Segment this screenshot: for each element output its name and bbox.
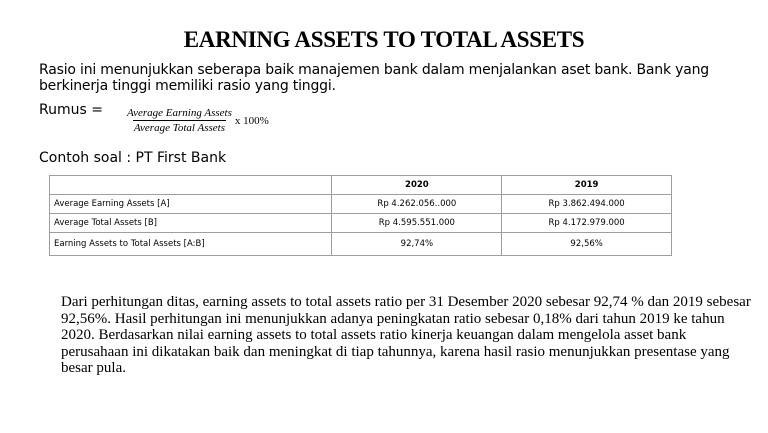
cell-value-2020: Rp 4.262.056..000 (332, 195, 502, 214)
row-label: Earning Assets to Total Assets [A:B] (50, 233, 332, 256)
cell-value-2020: Rp 4.595.551.000 (332, 214, 502, 233)
table-row (50, 214, 672, 233)
formula-numerator: Average Earning Assets (127, 107, 232, 119)
intro-paragraph: Rasio ini menunjukkan seberapa baik manajemen bank dalam menjalankan aset bank. Bank yang berkinerja tinggi memiliki rasio yang tinggi. (39, 62, 709, 94)
formula-multiplier: x 100% (234, 114, 269, 127)
ratio-table (49, 175, 672, 256)
table-row (50, 195, 672, 214)
cell-value-2019: 92,56% (502, 233, 672, 256)
formula-fraction (126, 107, 233, 134)
header-cell-2020: 2020 (332, 176, 502, 195)
table-header-row (50, 176, 672, 195)
table-row-total (50, 233, 672, 256)
page-title: EARNING ASSETS TO TOTAL ASSETS (183, 27, 585, 52)
header-cell-empty (50, 176, 332, 195)
formula (126, 107, 269, 134)
cell-value-2019: Rp 3.862.494.000 (502, 195, 672, 214)
row-label: Average Total Assets [B] (50, 214, 332, 233)
row-label: Average Earning Assets [A] (50, 195, 332, 214)
cell-value-2020: 92,74% (332, 233, 502, 256)
conclusion-paragraph: Dari perhitungan ditas, earning assets to total assets ratio per 31 Desember 2020 sebesar 92,74 % dan 2019 sebesar 92,56%. Hasil perhitungan ini menunjukkan adanya peningkatan ratio sebesar 0,18% dari tahun 2019 ke tahun 2020. Berdasarkan nilai earning assets to total assets ratio kinerja keuangan dalam mengelola asset bank perusahaan ini dikatakan baik dan meningkat di tiap tahunnya, karena hasil rasio menunjukkan presentase yang besar pula. (61, 294, 751, 376)
header-cell-2019: 2019 (502, 176, 672, 195)
cell-value-2019: Rp 4.172.979.000 (502, 214, 672, 233)
example-title: Contoh soal : PT First Bank (39, 150, 227, 166)
formula-label: Rumus = (39, 102, 103, 118)
formula-denominator: Average Total Assets (133, 122, 225, 134)
